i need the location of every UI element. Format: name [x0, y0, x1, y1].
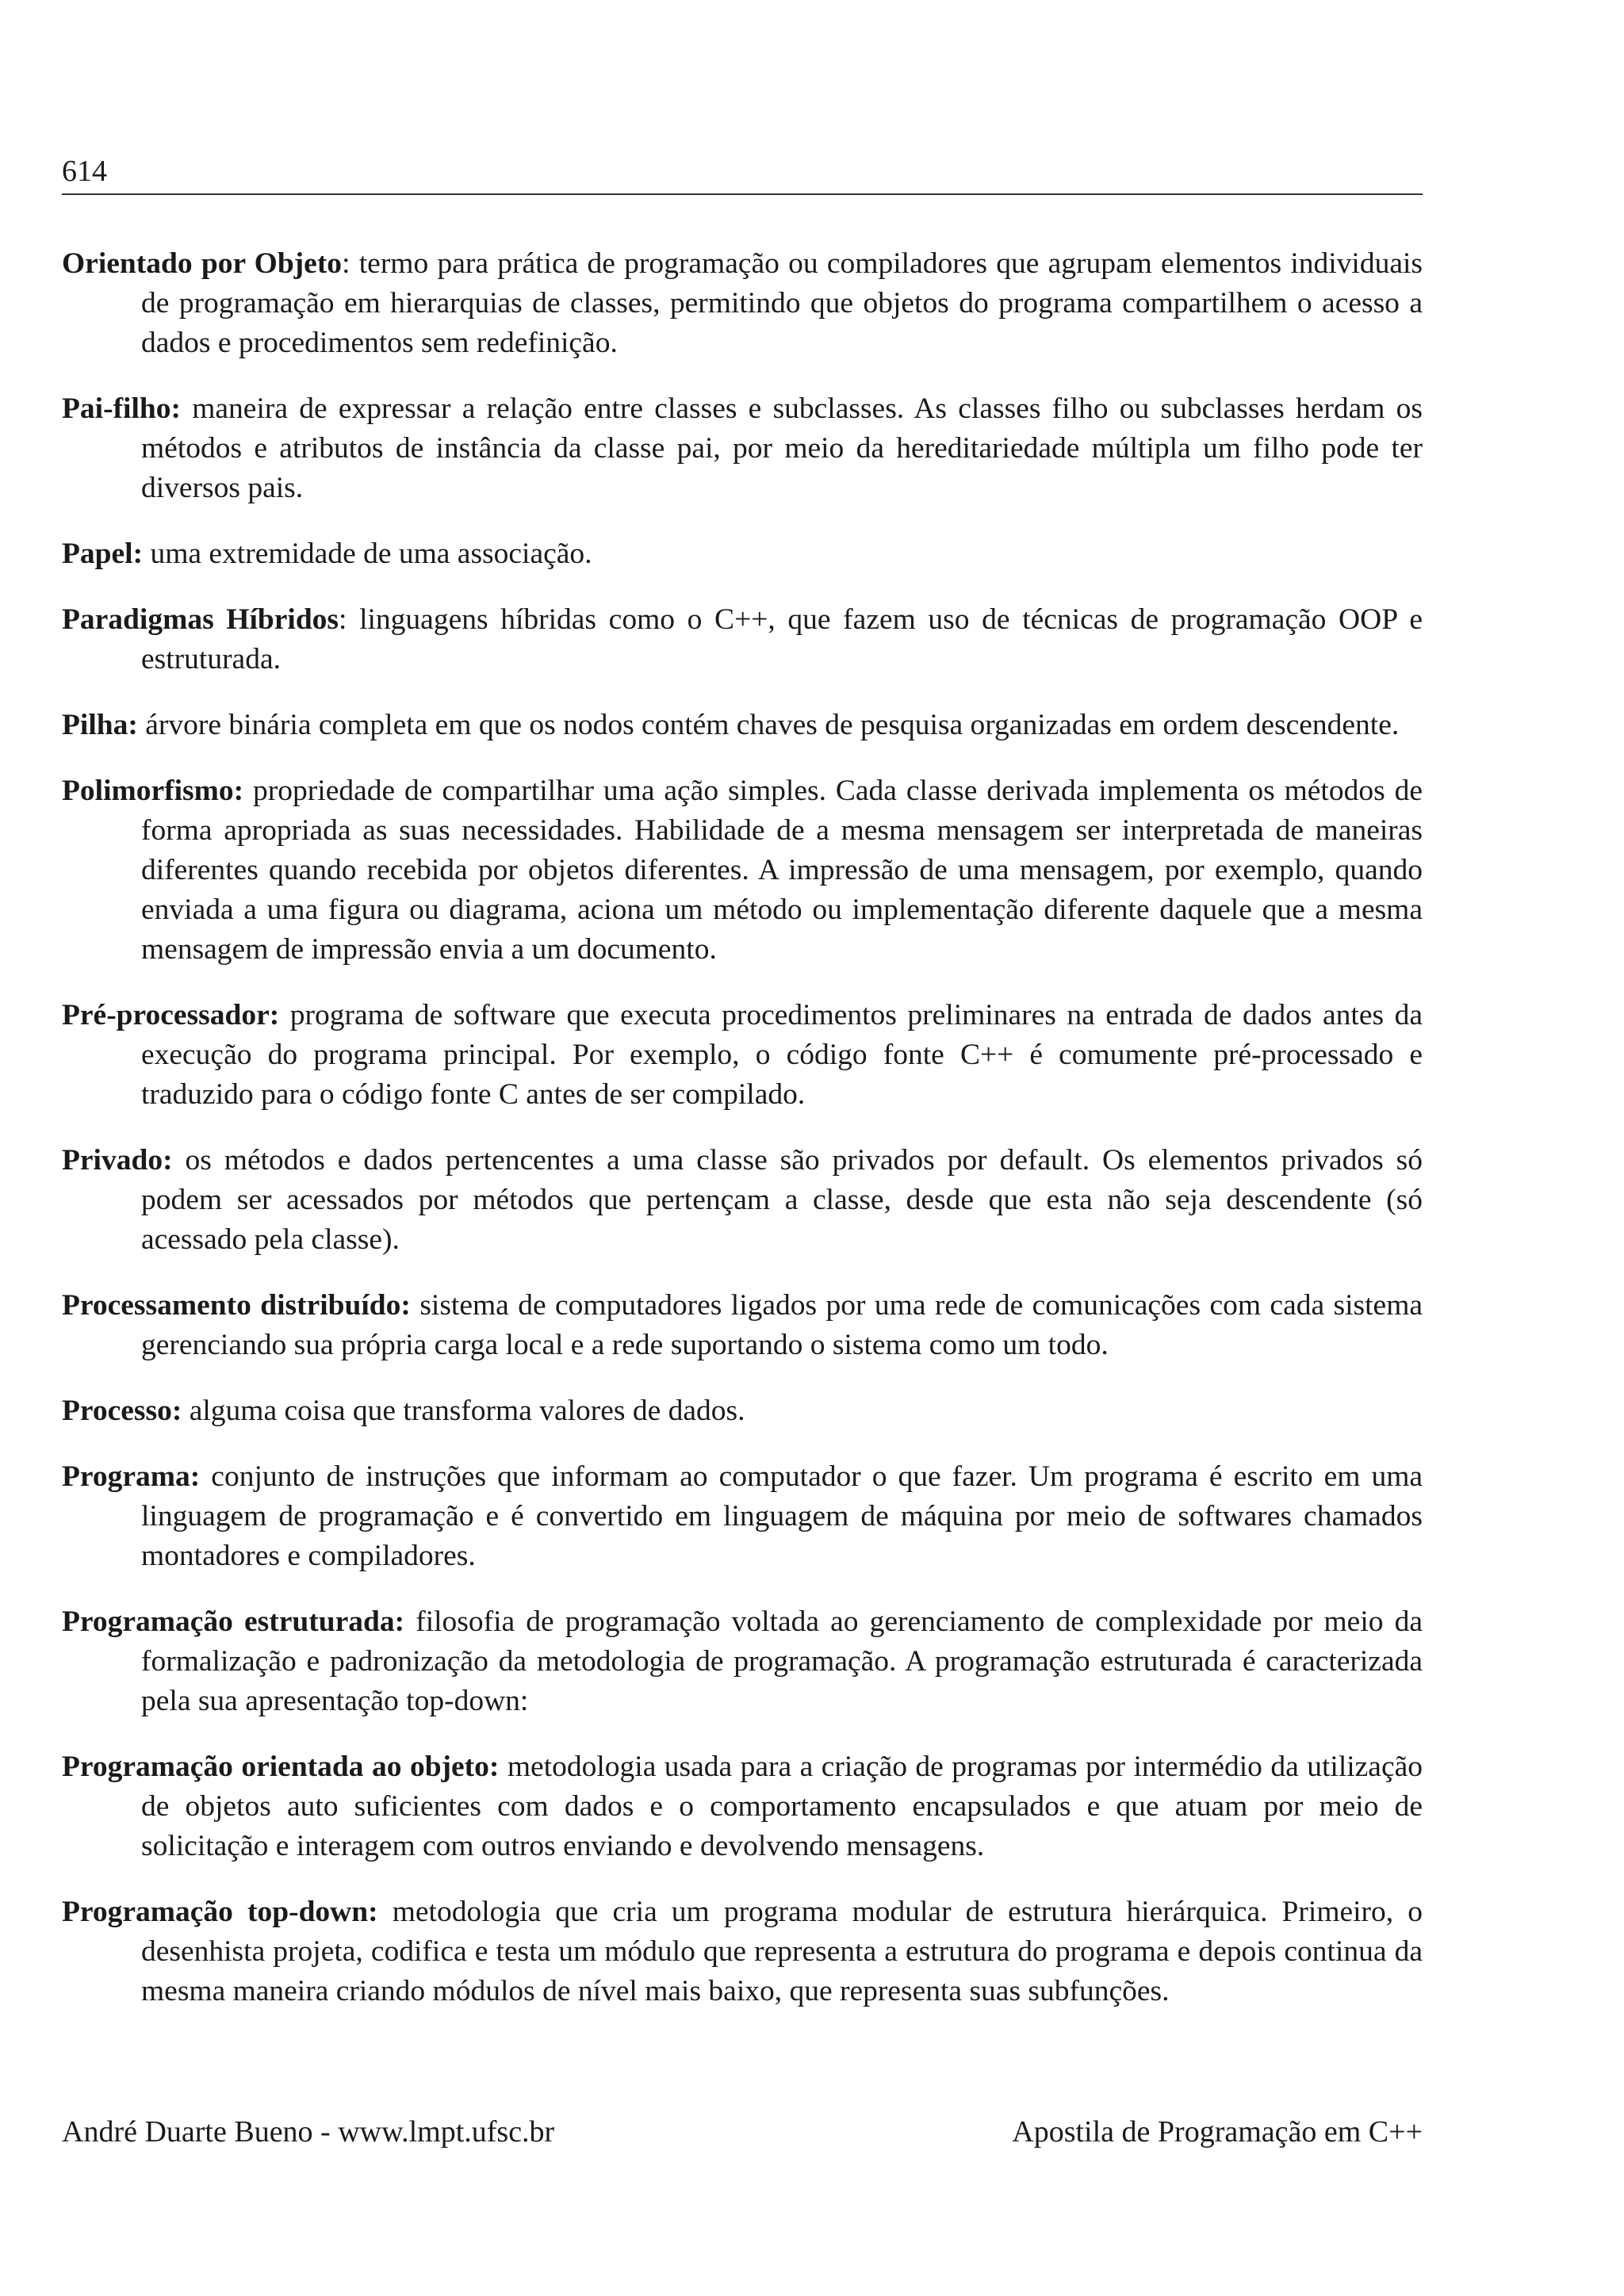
glossary-term: Orientado por Objeto [62, 247, 343, 280]
glossary-term: Programação top-down: [62, 1896, 378, 1928]
term-separator [279, 999, 290, 1031]
glossary-term: Processo: [62, 1395, 182, 1427]
term-separator: : [339, 603, 360, 636]
term-separator [181, 392, 192, 425]
glossary-definition: termo para prática de programação ou compiladores que agrupam elementos individuais de programação em hierarquias de classes, permitindo que objetos do programa compartilhem o acesso a dados e procedimentos sem redefinição. [141, 247, 1423, 359]
glossary-entry-programacao-top-down [62, 1892, 1423, 2011]
term-separator [138, 709, 145, 741]
glossary-entry-orientado-por-objeto [62, 244, 1423, 363]
glossary-term: Programação estruturada: [62, 1605, 405, 1638]
glossary-definition: alguma coisa que transforma valores de dados. [189, 1395, 745, 1427]
term-separator [243, 775, 253, 807]
glossary-definition: os métodos e dados pertencentes a uma classe são privados por default. Os elementos privados só podem ser acessados por métodos que pertençam a classe, desde que esta não seja descendente (só acessado pela classe). [141, 1144, 1423, 1256]
glossary-entry-processamento-distribuido [62, 1286, 1423, 1365]
glossary-definition: sistema de computadores ligados por uma rede de comunicações com cada sistema gerenciando sua própria carga local e a rede suportando o sistema como um todo. [141, 1289, 1423, 1361]
glossary-entry-programa [62, 1457, 1423, 1576]
glossary-entry-privado [62, 1141, 1423, 1260]
term-separator [173, 1144, 186, 1177]
glossary-term: Programação orientada ao objeto: [62, 1751, 500, 1783]
term-separator [378, 1896, 393, 1928]
glossary-definition: filosofia de programação voltada ao gerenciamento de complexidade por meio da formalização e padronização da metodologia de programação. A programação estruturada é caracterizada pela sua apresentação top-down: [141, 1605, 1423, 1717]
glossary-entry-pilha [62, 706, 1423, 745]
footer-title: Apostila de Programação em C++ [1012, 2115, 1423, 2149]
term-separator [499, 1751, 507, 1783]
page-footer [62, 2112, 1423, 2152]
glossary-entry-programacao-estruturada [62, 1602, 1423, 1721]
glossary-term: Pilha: [62, 709, 138, 741]
glossary-entry-pre-processador [62, 996, 1423, 1115]
glossary-term: Processamento distribuído: [62, 1289, 411, 1322]
term-separator [200, 1460, 211, 1493]
glossary-term: Papel: [62, 538, 144, 570]
glossary-term: Polimorfismo: [62, 775, 244, 807]
glossary-definition: propriedade de compartilhar uma ação simples. Cada classe derivada implementa os métodos de forma apropriada as suas necessidades. Habilidade de a mesma mensagem ser interpretada de maneiras diferentes quando recebida por objetos diferentes. A impressão de uma mensagem, por exemplo, quando enviada a uma figura ou diagrama, aciona um método ou implementação diferente daquele que a mesma mensagem de impressão envia a um documento. [141, 775, 1423, 966]
glossary-definition: árvore binária completa em que os nodos contém chaves de pesquisa organizadas em ordem descendente. [145, 709, 1400, 741]
term-separator [404, 1605, 416, 1638]
glossary-entry-programacao-orientada-ao-objeto [62, 1747, 1423, 1866]
glossary-entry-processo [62, 1391, 1423, 1431]
glossary-term: Pai-filho: [62, 392, 181, 425]
footer-author: André Duarte Bueno - www.lmpt.ufsc.br [62, 2115, 555, 2149]
header-rule [62, 193, 1423, 195]
glossary-definition: maneira de expressar a relação entre classes e subclasses. As classes filho ou subclasses herdam os métodos e atributos de instância da classe pai, por meio da hereditariedade múltipla um filho pode ter diversos pais. [141, 392, 1423, 504]
glossary-term: Pré-processador: [62, 999, 280, 1031]
term-separator: : [342, 247, 359, 280]
glossary-term: Programa: [62, 1460, 201, 1493]
glossary-term: Paradigmas Híbridos [62, 603, 339, 636]
term-separator [411, 1289, 419, 1322]
glossary-definition: linguagens híbridas como o C++, que fazem uso de técnicas de programação OOP e estruturada. [141, 603, 1423, 675]
glossary-entry-polimorfismo [62, 771, 1423, 970]
glossary-term: Privado: [62, 1144, 173, 1177]
glossary-entry-pai-filho [62, 389, 1423, 508]
glossary-definition: programa de software que executa procedimentos preliminares na entrada de dados antes da execução do programa principal. Por exemplo, o código fonte C++ é comumente pré-processado e traduzido para o código fonte C antes de ser compilado. [141, 999, 1423, 1111]
glossary-list [62, 244, 1423, 2011]
glossary-definition: conjunto de instruções que informam ao computador o que fazer. Um programa é escrito em uma linguagem de programação e é convertido em linguagem de máquina por meio de softwares chamados montadores e compiladores. [141, 1460, 1423, 1572]
glossary-definition: uma extremidade de uma associação. [150, 538, 592, 570]
glossary-definition: metodologia usada para a criação de programas por intermédio da utilização de objetos auto suficientes com dados e o comportamento encapsulados e que atuam por meio de solicitação e interagem com outros enviando e devolvendo mensagens. [141, 1751, 1423, 1862]
term-separator [182, 1395, 189, 1427]
page-number: 614 [62, 155, 107, 188]
glossary-entry-paradigmas-hibridos [62, 600, 1423, 679]
glossary-entry-papel [62, 534, 1423, 574]
glossary-definition: metodologia que cria um programa modular de estrutura hierárquica. Primeiro, o desenhista projeta, codifica e testa um módulo que representa a estrutura do programa e depois continua da mesma maneira criando módulos de nível mais baixo, que representa suas subfunções. [141, 1896, 1423, 2007]
